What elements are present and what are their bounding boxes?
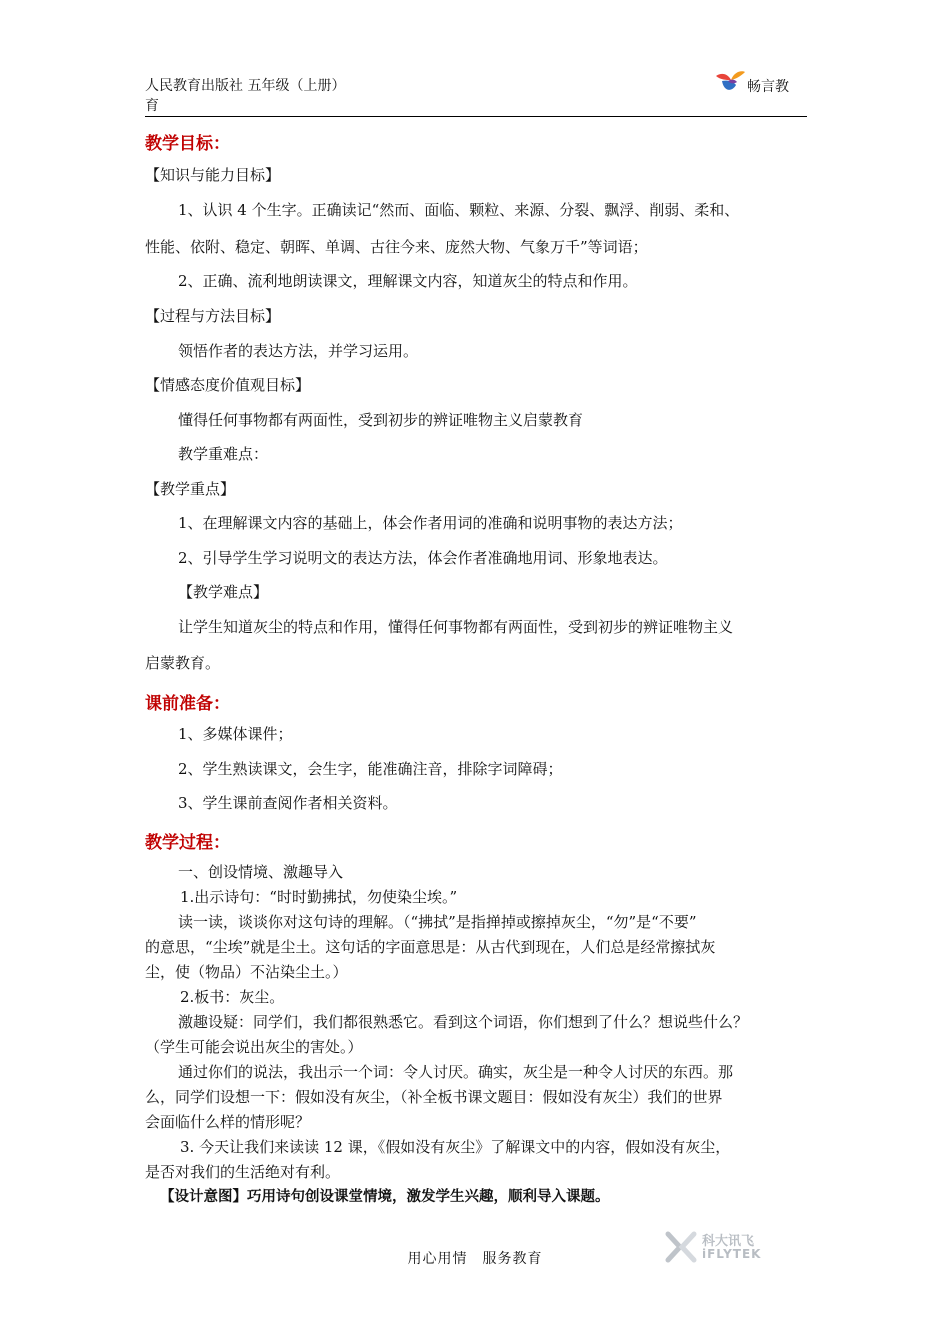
paragraph-line: 启蒙教育。 xyxy=(145,654,221,672)
paragraph-line: 教学重难点： xyxy=(178,445,269,463)
paragraph-line: 1、多媒体课件； xyxy=(178,725,293,743)
section-title-goals: 教学目标： xyxy=(145,134,230,154)
paragraph-line: 1、在理解课文内容的基础上，体会作者用词的准确和说明事物的表达方法； xyxy=(178,514,683,532)
paragraph-line: 是否对我们的生活绝对有利。 xyxy=(145,1163,341,1181)
paragraph-line: 激趣设疑：同学们，我们都很熟悉它。看到这个词语，你们想到了什么？想说些什么？ xyxy=(178,1013,749,1031)
paragraph-line: （学生可能会说出灰尘的害处。） xyxy=(145,1038,363,1056)
paragraph-line: 会面临什么样的情形呢？ xyxy=(145,1113,311,1131)
publisher-header xyxy=(145,76,395,116)
paragraph-line: 么，同学们设想一下：假如没有灰尘，（补全板书课文题目：假如没有灰尘）我们的世界 xyxy=(145,1088,723,1106)
paragraph-line: 3、学生课前查阅作者相关资料。 xyxy=(178,794,398,812)
heading-key-points: 【教学重点】 xyxy=(145,480,236,498)
publisher-line-1: 人民教育出版社 五年级（上册） xyxy=(145,78,346,94)
paragraph-line: 1、认识 4 个生字。正确读记“然而、面临、颗粒、来源、分裂、飘浮、削弱、柔和、 xyxy=(178,201,740,219)
paragraph-line: 让学生知道灰尘的特点和作用，懂得任何事物都有两面性，受到初步的辨证唯物主义 xyxy=(178,618,734,636)
iflytek-logo xyxy=(664,1230,774,1264)
paragraph-line: 尘，使（物品）不沾染尘土。） xyxy=(145,963,348,981)
bird-logo-icon xyxy=(714,68,746,96)
section-title-process: 教学过程： xyxy=(145,833,230,853)
paragraph-line: 一、创设情境、激趣导入 xyxy=(178,863,344,881)
paragraph-line: 性能、依附、稳定、朝晖、单调、古往今来、庞然大物、气象万千”等词语； xyxy=(145,238,648,256)
header-rule xyxy=(145,116,807,117)
changyan-logo xyxy=(714,68,804,98)
heading-knowledge-goal: 【知识与能力目标】 xyxy=(145,166,281,184)
brand-en: iFLYTEK xyxy=(702,1247,762,1261)
design-intent-note: 【设计意图】巧用诗句创设课堂情境，激发学生兴趣，顺利导入课题。 xyxy=(160,1189,610,1205)
paragraph-line: 2、学生熟读课文，会生字，能准确注音，排除字词障碍； xyxy=(178,760,563,778)
paragraph-line: 的意思，“尘埃”就是尘土。这句话的字面意思是：从古代到现在，人们总是经常擦拭灰 xyxy=(145,938,716,956)
paragraph-line: 2.板书：灰尘。 xyxy=(180,988,285,1006)
iflytek-mark-icon xyxy=(664,1230,698,1264)
logo-text: 畅言教 xyxy=(747,79,789,95)
paragraph-line: 2、引导学生学习说明文的表达方法，体会作者准确地用词、形象地表达。 xyxy=(178,549,668,567)
brand-cn: 科大讯飞 xyxy=(702,1234,755,1249)
paragraph-line: 读一读，谈谈你对这句诗的理解。（“拂拭”是指掸掉或擦掉灰尘，“勿”是“不要” xyxy=(178,913,697,931)
paragraph-line: 通过你们的说法，我出示一个词：令人讨厌。确实，灰尘是一种令人讨厌的东西。那 xyxy=(178,1063,734,1081)
heading-difficulties: 【教学难点】 xyxy=(178,583,269,601)
section-title-prep: 课前准备： xyxy=(145,694,230,714)
paragraph-line: 懂得任何事物都有两面性，受到初步的辨证唯物主义启蒙教育 xyxy=(178,411,584,429)
paragraph-line: 1.出示诗句：“时时勤拂拭，勿使染尘埃。” xyxy=(180,888,458,906)
paragraph-line: 2、正确、流利地朗读课文，理解课文内容，知道灰尘的特点和作用。 xyxy=(178,272,638,290)
heading-process-goal: 【过程与方法目标】 xyxy=(145,307,281,325)
paragraph-line: 领悟作者的表达方法，并学习运用。 xyxy=(178,342,419,360)
footer-slogan: 用心用情 服务教育 xyxy=(407,1251,543,1267)
heading-attitude-goal: 【情感态度价值观目标】 xyxy=(145,376,311,394)
paragraph-line: 3. 今天让我们来读读 12 课，《假如没有灰尘》了解课文中的内容，假如没有灰尘， xyxy=(180,1138,731,1156)
publisher-line-2: 育 xyxy=(145,98,159,114)
